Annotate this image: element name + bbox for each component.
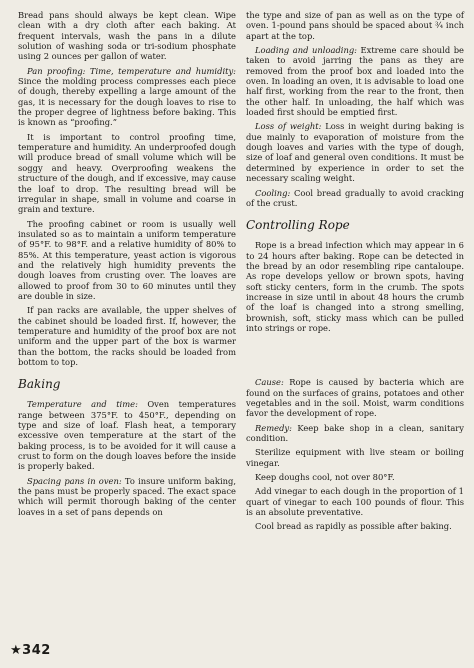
paragraph-rope: Rope is a bread infection which may appear in 6 to 24 hours after baking. Rope can be detected in the bread by an odor resembling ripe cantaloupe. As rope develops yellow or brown spots, having soft sticky centers, form in the crumb. The spots increase in size until in about 48 hours the crumb of the loaf is changed into a strong smelling, brownish, soft, sticky mass which can be pulled into strings or rope. [246, 240, 464, 333]
paragraph-cool-rapidly: Cool bread as rapidly as possible after baking. [255, 521, 452, 532]
paragraph-cause [246, 377, 464, 418]
left-column [18, 10, 236, 521]
page-number: ★342 [10, 643, 51, 658]
lead-pan-proofing: Pan proofing: Time, temperature and humidity: [27, 65, 236, 76]
paragraph-temperature-time [18, 399, 236, 471]
paragraph-cooling [246, 188, 464, 209]
lead-spacing-pans: Spacing pans in oven: [27, 475, 122, 486]
paragraph-pan-proofing [18, 66, 236, 128]
heading-baking: Baking [18, 377, 61, 392]
body-spacing-pans: To insure uniform baking, the pans must be properly spaced. The exact space which will permit thorough baking of the center loaves in a set of pans depends on [18, 475, 237, 517]
lead-cause: Cause: [255, 377, 284, 388]
body-temperature-time: Oven temperatures range between 375°F. to 450°F., depending on type and size of loaf. Flash heat, a temporary excessive oven temperature at the start of the baking process, is to be avoided for it will cause a crust to form on the dough loaves before the inside is properly baked. [18, 399, 236, 472]
paragraph-loss-of-weight [246, 121, 464, 183]
lead-temperature-time: Temperature and time: [27, 399, 138, 410]
paragraph-proofing-control: It is important to control proofing time, temperature and humidity. An underproofed dough will produce bread of small volume which will be soggy and heavy. Overproofing weakens the structure of the dough, and if excessive, may cause the loaf to drop. The resulting bread will be irregular in shape, small in volume and coarse in grain and texture. [18, 131, 236, 215]
body-cooling: Cool bread gradually to avoid cracking of the crust. [246, 187, 464, 208]
heading-controlling-rope: Controlling Rope [246, 218, 350, 233]
paragraph-vinegar: Add vinegar to each dough in the proportion of 1 quart of vinegar to each 100 pounds of flour. This is an absolute preventative. [246, 486, 464, 518]
lead-loading: Loading and unloading: [255, 45, 357, 56]
body-cause: Rope is caused by bacteria which are found on the surfaces of grains, potatoes and other vegetables and in the soil. Moist, warm conditions favor the development of rope. [246, 377, 464, 419]
paragraph-loading [246, 45, 464, 117]
lead-cooling: Cooling: [255, 187, 291, 198]
paragraph-sterilize: Sterilize equipment with live steam or boiling vinegar. [246, 447, 464, 468]
paragraph-proofing-cabinet: The proofing cabinet or room is usually well insulated so as to maintain a uniform temperature of 95°F. to 98°F. and a relative humidity of 80% to 85%. At this temperature, yeast action is vigorous and the relatively high humidity prevents the dough loaves from crusting over. The loaves are allowed to proof from 30 to 60 minutes until they are double in size. [18, 218, 236, 301]
paragraph-spacing-pans [18, 476, 236, 517]
paragraph-doughs-cool: Keep doughs cool, not over 80°F. [255, 472, 395, 483]
paragraph-continued: the type and size of pan as well as on the type of oven. 1-pound pans should be spaced about ¾ inch apart at the top. [246, 10, 464, 41]
paragraph-bread-pans: Bread pans should always be kept clean. Wipe clean with a dry cloth after each baking. At frequent intervals, wash the pans in a dilute solution of washing soda or tri-sodium phosphate using 2 ounces per gallon of water. [18, 10, 236, 62]
body-loss-of-weight: Loss in weight during baking is due mainly to evaporation of moisture from the dough loaves and varies with the type of dough, size of loaf and general oven conditions. It must be determined by experience in order to set the necessary scaling weight. [246, 121, 464, 184]
blank-space [246, 337, 464, 377]
body-remedy: Keep bake shop in a clean, sanitary condition. [246, 422, 464, 443]
lead-loss-of-weight: Loss of weight: [255, 121, 322, 132]
lead-remedy: Remedy: [255, 422, 292, 433]
body-pan-proofing: Since the molding process compresses each piece of dough, thereby expelling a large amount of the gas, it is necessary for the dough loaves to rise to the proper degree of lightness before baking. This is known as “proofing.” [18, 76, 236, 128]
right-column [246, 10, 464, 536]
body-loading: Extreme care should be taken to avoid jarring the pans as they are removed from the proof box and loaded into the oven. In loading an oven, it is advisable to load one half first, working from the rear to the front, then the other half. In unloading, the half which was loaded first should be emptied first. [246, 45, 464, 118]
paragraph-pan-racks: If pan racks are available, the upper shelves of the cabinet should be loaded first. If, however, the temperature and humidity of the proof box are not uniform and the upper part of the box is warmer than the bottom, the racks should be loaded from bottom to top. [18, 305, 236, 367]
paragraph-remedy [246, 423, 464, 444]
